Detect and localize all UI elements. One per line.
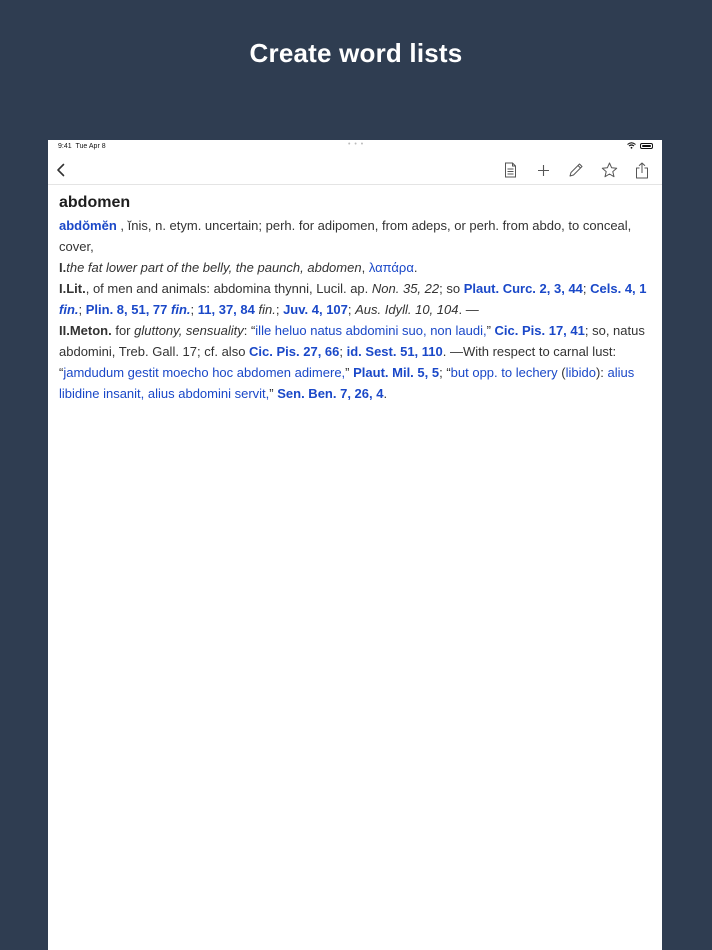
citation-link[interactable]: 11, 37, 84 [197,302,255,317]
metonymy-sense-paragraph [59,320,651,404]
share-icon[interactable] [631,159,653,181]
lit-text: ; so [439,281,464,296]
citation-link[interactable]: Cic. Pis. 27, 66 [249,344,340,359]
status-bar [48,140,662,154]
literal-label: I.Lit. [59,281,86,296]
meton-text: ” [345,365,354,380]
meton-text: ; “ [439,365,451,380]
citation-link[interactable]: Plaut. Curc. 2, 3, 44 [463,281,583,296]
star-icon[interactable] [598,159,620,181]
greek-link[interactable]: λαπάρα [368,260,414,275]
citation-link[interactable]: Sen. Ben. 7, 26, 4 [277,386,384,401]
literal-sense-paragraph [59,278,651,320]
citation-link[interactable]: Plaut. Mil. 5, 5 [353,365,440,380]
sense-definition: the fat lower part of the belly, the paunch, abdomen [66,260,362,275]
separator-text: , [361,260,369,275]
meton-text: . —With respect to carnal lust: “ [59,344,617,380]
multitasking-dots: • • • [348,141,365,148]
pencil-icon[interactable] [565,159,587,181]
quote-link[interactable]: jamdudum gestit moecho hoc abdomen adimere, [63,365,346,380]
lit-text: ; [347,302,356,317]
lit-text: ; [78,302,86,317]
meton-text: ; [339,344,347,359]
citation-fin: fin. [59,302,79,317]
sense-1-paragraph [59,257,651,278]
meton-text: : “ [243,323,256,338]
lit-text: Aus. Idyll. 10, 104 [355,302,459,317]
lit-text: , of men and animals: abdomina thynni, Lucil. ap. [85,281,372,296]
entry-headword: abdomen [59,194,131,211]
time-text: 9:41 [58,143,72,150]
meton-text: ” [269,386,278,401]
document-icon[interactable] [499,159,521,181]
citation-link[interactable] [86,302,191,317]
sense-numeral: I. [59,260,67,275]
status-time [58,143,106,150]
quote-link[interactable]: but opp. to lechery [450,365,558,380]
meton-label: II.Meton. [59,323,112,338]
meton-text: ; so, natus abdomini, Treb. Gall. 17; cf. also [59,323,645,359]
toolbar [48,154,662,185]
end-text: . [413,260,418,275]
quote-link[interactable]: alius libidine insanit, alius abdomini servit, [59,365,635,401]
ipad-screen [48,140,662,950]
meton-text: gluttony, sensuality [134,323,244,338]
battery-icon [640,143,653,149]
lit-text: fin. [258,302,276,317]
meton-text: for [111,323,135,338]
dictionary-entry [48,185,662,404]
quote-link[interactable]: ille heluo natus abdomini suo, non laudi, [255,323,487,338]
meton-text: ” [486,323,495,338]
lemma-link[interactable]: abdŏmĕn [59,218,117,233]
etymology-paragraph [59,215,651,257]
lit-text: Non. 35, 22 [371,281,440,296]
etymology-text: , ĭnis, n. etym. uncertain; perh. for adipomen, from adeps, or perh. from abdo, to conceal, cover, [59,218,632,254]
lit-text: . — [458,302,479,317]
lit-text: ; [190,302,198,317]
meton-text: . [383,386,388,401]
plus-icon[interactable] [532,159,554,181]
citation-link[interactable]: Cic. Pis. 17, 41 [494,323,585,338]
quote-link[interactable]: libido [565,365,596,380]
promo-title: Create word lists [249,38,463,68]
wifi-icon [627,142,636,149]
date-text: Tue Apr 8 [75,143,106,150]
citation-text: Cels. 4, 1 [590,281,647,296]
back-chevron-icon[interactable] [50,159,72,181]
citation-link[interactable]: Juv. 4, 107 [283,302,348,317]
citation-text: Plin. 8, 51, 77 [85,302,172,317]
meton-text: ): [595,365,608,380]
lit-text: ; [582,281,591,296]
citation-link[interactable]: id. Sest. 51, 110 [346,344,443,359]
meton-text: ( [557,365,566,380]
lit-text: ; [275,302,284,317]
status-icons [627,142,653,149]
citation-fin: fin. [171,302,191,317]
